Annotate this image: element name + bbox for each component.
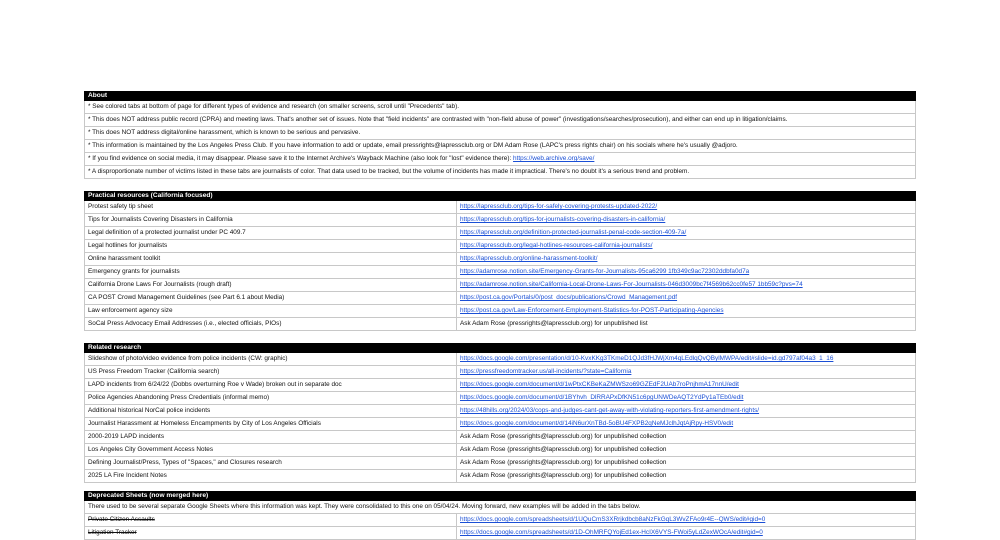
about-line: * See colored tabs at bottom of page for different types of evidence and research (on smaller screens, scroll until "Precedents" tab).	[88, 103, 460, 110]
table-row[interactable]	[84, 514, 916, 527]
row-link[interactable]: https://lapressclub.org/legal-hotlines-resources-california-journalists/	[460, 242, 653, 249]
deprecated-note: There used to be several separate Google Sheets where this information was kept. They were consolidated to this one on 05/04/24. Moving forward, new examples will be added in the tabs below.	[88, 503, 641, 510]
row-label: Tips for Journalists Covering Disasters in California	[85, 214, 457, 226]
row-link[interactable]: https://docs.google.com/spreadsheets/d/1UQuCmS3XRrjkdbcb8aNzFkGqL3WvZFAo9r4E--QWS/edit#gid=0	[460, 516, 766, 523]
row-label: Legal definition of a protected journalist under PC 409.7	[85, 227, 457, 239]
row-value: Ask Adam Rose (pressrights@lapressclub.org) for unpublished collection	[460, 446, 667, 453]
table-row[interactable]	[84, 318, 916, 331]
table-row[interactable]	[84, 227, 916, 240]
row-link[interactable]: https://lapressclub.org/definition-protected-journalist-penal-code-section-409-7a/	[460, 229, 687, 236]
row-label: LAPD incidents from 6/24/22 (Dobbs overturning Roe v Wade) broken out in separate doc	[85, 379, 457, 391]
row-label: 2000-2019 LAPD incidents	[85, 431, 457, 443]
table-row[interactable]	[84, 353, 916, 366]
about-line: * This does NOT address public record (CPRA) and meeting laws. That's another set of issues. Note that "field incidents" are contrasted with "non-field abuse of power" (investigations/searches/prosecution), and either can end up in litigation/claims.	[88, 116, 788, 123]
row-label: Protest safety tip sheet	[85, 201, 457, 213]
row-link[interactable]: https://48hills.org/2024/03/cops-and-judges-cant-get-away-with-violating-reporters-first-amendment-rights/	[460, 407, 760, 414]
table-row[interactable]	[84, 279, 916, 292]
table-row[interactable]	[84, 405, 916, 418]
row-label: California Drone Laws For Journalists (rough draft)	[85, 279, 457, 291]
row-value: Ask Adam Rose (pressrights@lapressclub.org) for unpublished collection	[460, 472, 667, 479]
table-row[interactable]	[84, 379, 916, 392]
deprecated-header: Deprecated Sheets (now merged here)	[84, 491, 916, 501]
row-label: Police Agencies Abandoning Press Credentials (informal memo)	[85, 392, 457, 404]
row-value: Ask Adam Rose (pressrights@lapressclub.org) for unpublished collection	[460, 459, 667, 466]
research-table	[84, 353, 916, 483]
row-link[interactable]: https://adamrose.notion.site/California-Local-Drone-Laws-For-Journalists-046d3009bc7f4569b62cc0fe57 1bb59c?pvs=74	[460, 281, 803, 288]
about-row[interactable]	[84, 166, 916, 179]
row-label: US Press Freedom Tracker (California search)	[85, 366, 457, 378]
row-label: Defining Journalist/Press, Types of "Spaces," and Closures research	[85, 457, 457, 469]
table-row[interactable]	[84, 240, 916, 253]
row-link[interactable]: https://lapressclub.org/online-harassment-toolkit/	[460, 255, 598, 262]
row-label: SoCal Press Advocacy Email Addresses (i.e., elected officials, PIOs)	[85, 318, 457, 330]
table-row[interactable]	[84, 305, 916, 318]
row-link[interactable]: https://pressfreedomtracker.us/all-incidents/?state=California	[460, 368, 632, 375]
practical-header: Practical resources (California focused)	[84, 191, 916, 201]
table-row[interactable]	[84, 253, 916, 266]
about-row[interactable]	[84, 153, 916, 166]
about-row[interactable]	[84, 101, 916, 114]
table-row[interactable]	[84, 214, 916, 227]
spacer-row	[84, 179, 916, 191]
deprecated-note-row[interactable]	[84, 501, 916, 514]
row-link[interactable]: https://docs.google.com/document/d/14iN6urXnTBd-5oBU4FXPB2qNeMJclhJqtAjRpy-HSV0/edit	[460, 420, 734, 427]
about-row[interactable]	[84, 114, 916, 127]
row-label: Journalist Harassment at Homeless Encampments by City of Los Angeles Officials	[85, 418, 457, 430]
row-label: Los Angeles City Government Access Notes	[85, 444, 457, 456]
row-label: Litigation Tracker	[85, 527, 457, 539]
row-value: Ask Adam Rose (pressrights@lapressclub.org) for unpublished list	[460, 320, 648, 327]
row-label: Additional historical NorCal police incidents	[85, 405, 457, 417]
row-label: 2025 LA Fire Incident Notes	[85, 470, 457, 482]
table-row[interactable]	[84, 418, 916, 431]
table-row[interactable]	[84, 431, 916, 444]
row-value: Ask Adam Rose (pressrights@lapressclub.org) for unpublished collection	[460, 433, 667, 440]
row-link[interactable]: https://lapressclub.org/tips-for-journalists-covering-disasters-in-california/	[460, 216, 666, 223]
row-label: Legal hotlines for journalists	[85, 240, 457, 252]
deprecated-table	[84, 514, 916, 540]
table-row[interactable]	[84, 292, 916, 305]
row-link[interactable]: https://lapressclub.org/tips-for-safely-covering-protests-updated-2022/	[460, 203, 658, 210]
table-row[interactable]	[84, 444, 916, 457]
row-link[interactable]: https://adamrose.notion.site/Emergency-Grants-for-Journalists-95ca6299 1fb349c9ac72302ddbfa0d7a	[460, 268, 750, 275]
row-link[interactable]: https://post.ca.gov/Portals/0/post_docs/publications/Crowd_Management.pdf	[460, 294, 678, 301]
table-row[interactable]	[84, 266, 916, 279]
practical-table	[84, 201, 916, 331]
table-row[interactable]	[84, 201, 916, 214]
about-header: About	[84, 91, 916, 101]
table-row[interactable]	[84, 366, 916, 379]
row-label: Slideshow of photo/video evidence from police incidents (CW: graphic)	[85, 353, 457, 365]
about-line: * This information is maintained by the Los Angeles Press Club. If you have information to add or update, email pressrights@lapressclub.org or DM Adam Rose (LAPC's press rights chair) on his socials where he's usually @adjoro.	[88, 142, 738, 149]
table-row[interactable]	[84, 470, 916, 483]
spreadsheet	[84, 91, 916, 540]
row-link[interactable]: https://docs.google.com/presentation/d/10-KvxKKg3TKmeD1QJd3fHJWjXm4qLEdlqQvQBylMWPA/edit#slide=id.gd797af04a3_1_16	[460, 355, 834, 362]
row-link[interactable]: https://docs.google.com/spreadsheets/d/1D-OhMRFQYojEd1ex-HcIX6VYS-FWoi5yLdZexWOcA/edit#gid=0	[460, 529, 763, 536]
row-link[interactable]: https://post.ca.gov/Law-Enforcement-Employment-Statistics-for-POST-Participating-Agencies	[460, 307, 724, 314]
row-label: Emergency grants for journalists	[85, 266, 457, 278]
about-line: * A disproportionate number of victims listed in these tabs are journalists of color. That data used to be tracked, but the volume of incidents has made it impractical. There's no doubt it's a serious trend and problem.	[88, 168, 690, 175]
row-label: Online harassment toolkit	[85, 253, 457, 265]
table-row[interactable]	[84, 457, 916, 470]
spacer-row	[84, 483, 916, 491]
spacer-row	[84, 331, 916, 343]
about-row[interactable]	[84, 140, 916, 153]
row-label: CA POST Crowd Management Guidelines (see Part 6.1 about Media)	[85, 292, 457, 304]
table-row[interactable]	[84, 527, 916, 540]
row-label: Private Citizen Assaults	[85, 514, 457, 526]
about-line-wayback	[85, 153, 915, 165]
row-link[interactable]: https://docs.google.com/document/d/1wPtxCKBeKaZMWSzo69GZEdF2UAb7roPnjhmA17nnU/edit	[460, 381, 739, 388]
table-row[interactable]	[84, 392, 916, 405]
wayback-link[interactable]: https://web.archive.org/save/	[513, 155, 595, 162]
about-row[interactable]	[84, 127, 916, 140]
research-header: Related research	[84, 343, 916, 353]
row-link[interactable]: https://docs.google.com/document/d/1BYhvh_DlRRAPxDfKN51c6pgUNWDeAQT2YdPy1aTEb0/edit	[460, 394, 744, 401]
about-line: * This does NOT address digital/online harassment, which is known to be serious and pervasive.	[88, 129, 361, 136]
wayback-text: * If you find evidence on social media, it may disappear. Please save it to the Internet Archive's Wayback Machine (also look for "lost" evidence there):	[88, 155, 512, 162]
row-label: Law enforcement agency size	[85, 305, 457, 317]
